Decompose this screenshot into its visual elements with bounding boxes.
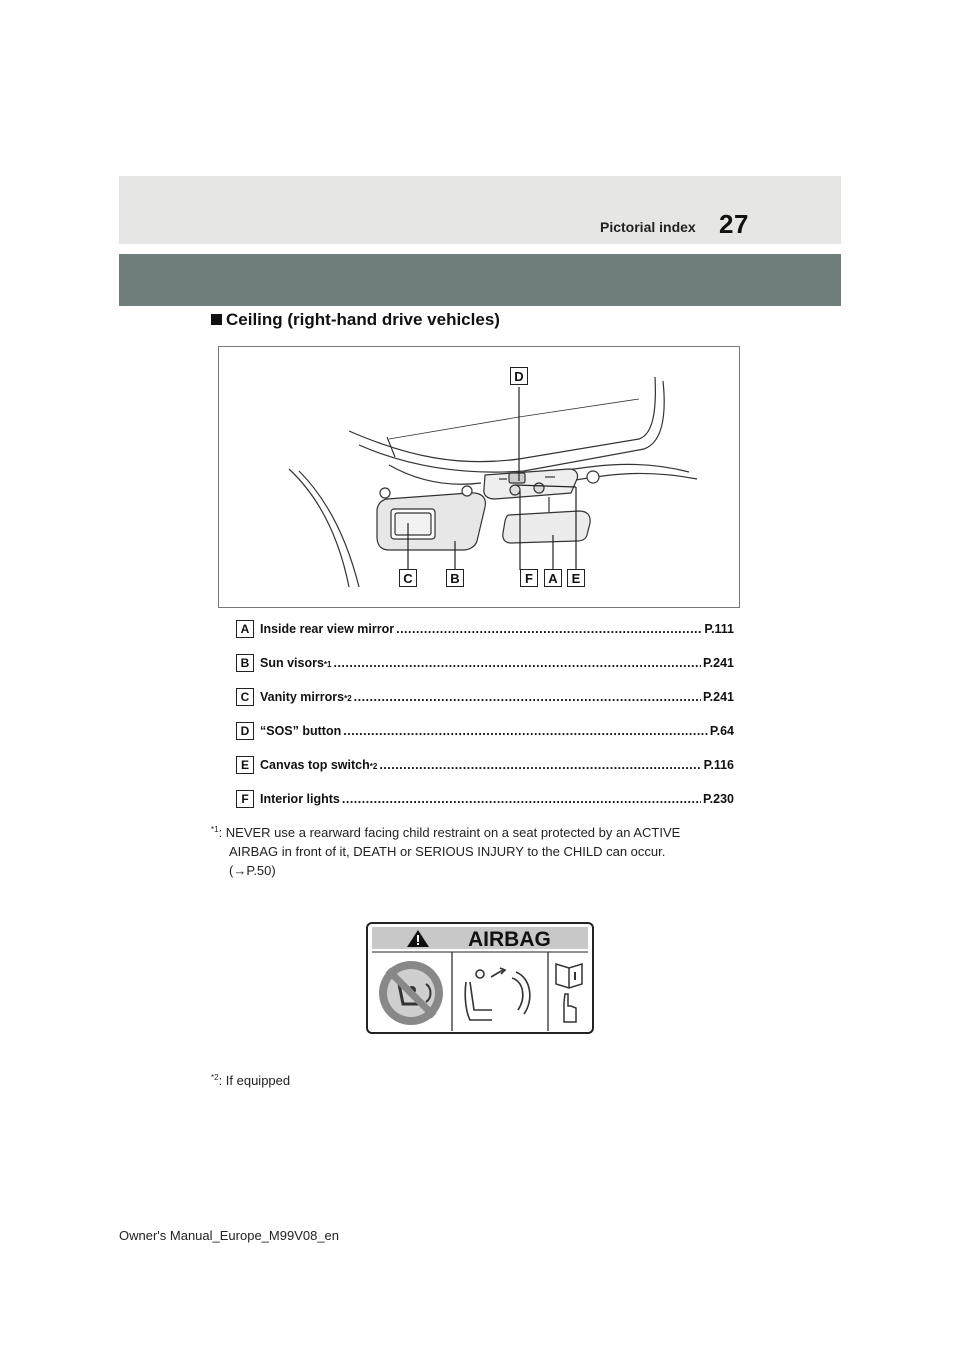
item-page-ref[interactable]: P.116 bbox=[703, 758, 734, 772]
ceiling-drawing bbox=[219, 347, 741, 609]
ceiling-illustration bbox=[218, 346, 740, 608]
footnote-1-mark: *1 bbox=[211, 825, 219, 834]
callout-e: E bbox=[567, 569, 585, 587]
item-label: B bbox=[236, 654, 254, 672]
item-text bbox=[260, 758, 734, 772]
footer-text: Owner's Manual_Europe_M99V08_en bbox=[119, 1228, 340, 1243]
page-number: 27 bbox=[719, 209, 749, 239]
footnote-1 bbox=[211, 820, 751, 880]
item-name: Interior lights bbox=[260, 792, 340, 806]
section-title-text: Ceiling (right-hand drive vehicles) bbox=[226, 310, 500, 329]
leader-dots bbox=[396, 622, 702, 636]
item-note: *2 bbox=[344, 694, 352, 703]
no-rearward-child-seat-icon bbox=[379, 961, 443, 1025]
item-page-ref[interactable]: P.111 bbox=[704, 622, 734, 636]
item-name: Inside rear view mirror bbox=[260, 622, 395, 636]
leader-dots bbox=[354, 690, 701, 704]
footnote-2-text: : If equipped bbox=[218, 1073, 291, 1088]
item-text bbox=[260, 724, 734, 738]
item-page-ref[interactable]: P.64 bbox=[709, 724, 734, 738]
item-page-ref[interactable]: P.241 bbox=[702, 690, 734, 704]
item-label: C bbox=[236, 688, 254, 706]
callout-c: C bbox=[399, 569, 417, 587]
list-item bbox=[236, 756, 736, 776]
footnote-2 bbox=[211, 1068, 751, 1090]
item-name: Sun visors bbox=[260, 656, 324, 670]
square-bullet-icon bbox=[211, 314, 222, 325]
item-name: Vanity mirrors bbox=[260, 690, 345, 704]
leader-dots bbox=[333, 656, 700, 670]
leader-dots bbox=[343, 724, 708, 738]
list-item bbox=[236, 654, 736, 674]
section-title bbox=[211, 310, 500, 330]
callout-a: A bbox=[544, 569, 562, 587]
item-label: D bbox=[236, 722, 254, 740]
list-item bbox=[236, 722, 736, 742]
item-text bbox=[260, 656, 734, 670]
leader-dots bbox=[379, 758, 701, 772]
footnote-1-line-3[interactable]: (→P.50) bbox=[229, 863, 276, 878]
item-note: *2 bbox=[369, 762, 378, 771]
item-note: *1 bbox=[323, 660, 332, 669]
leader-dots bbox=[342, 792, 701, 806]
airbag-warning-label bbox=[366, 922, 594, 1034]
item-page-ref[interactable]: P.241 bbox=[702, 656, 734, 670]
item-name: Canvas top switch bbox=[260, 758, 370, 772]
item-name: “SOS” button bbox=[260, 724, 342, 738]
footnote-2-mark: *2 bbox=[211, 1073, 219, 1082]
callout-f: F bbox=[520, 569, 538, 587]
item-label: E bbox=[236, 756, 254, 774]
list-item bbox=[236, 790, 736, 810]
header-section-title: Pictorial index bbox=[600, 219, 696, 235]
callout-d: D bbox=[510, 367, 528, 385]
item-text bbox=[260, 622, 734, 636]
item-label: F bbox=[236, 790, 254, 808]
list-item bbox=[236, 688, 736, 708]
footnote-1-text: : NEVER use a rearward facing child restraint on a seat protected by an ACTIVE bbox=[218, 825, 681, 840]
item-text bbox=[260, 792, 734, 806]
item-page-ref[interactable]: P.230 bbox=[702, 792, 734, 806]
footnote-1-line-1 bbox=[211, 820, 751, 842]
callout-b: B bbox=[446, 569, 464, 587]
airbag-title: AIRBAG bbox=[468, 928, 551, 951]
item-text bbox=[260, 690, 734, 704]
header-band bbox=[119, 254, 841, 306]
item-label: A bbox=[236, 620, 254, 638]
footnote-1-line-2: AIRBAG in front of it, DEATH or SERIOUS INJURY to the CHILD can occur. bbox=[229, 844, 666, 859]
list-item bbox=[236, 620, 736, 640]
